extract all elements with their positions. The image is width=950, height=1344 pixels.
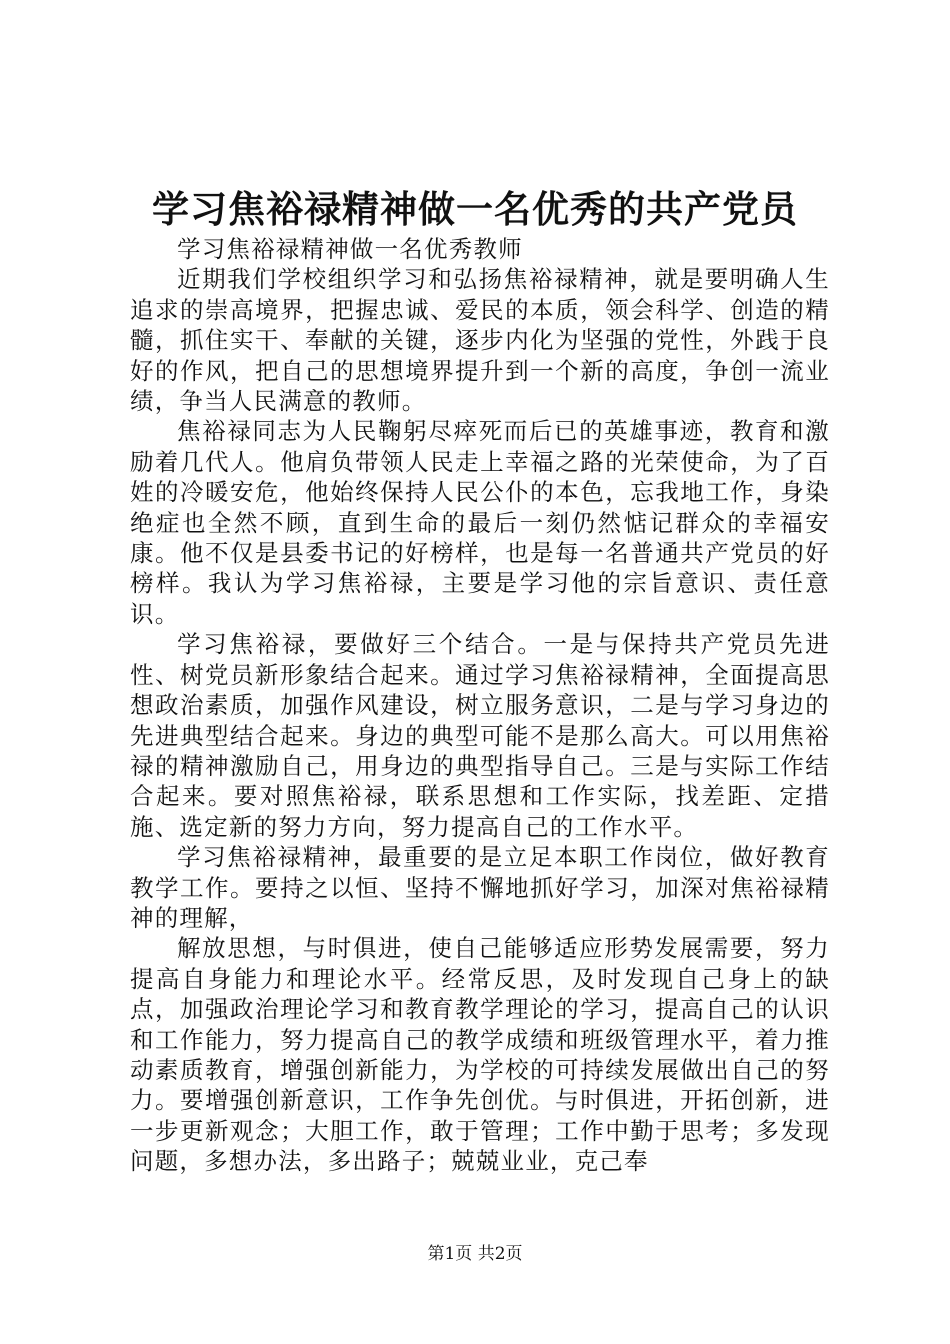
paragraph-subtitle: 学习焦裕禄精神做一名优秀教师: [177, 235, 523, 263]
paragraph-3: 学习焦裕禄，要做好三个结合。一是与保持共产党员先进性、树党员新形象结合起来。通过学习焦裕禄精神，全面提高思想政治素质，加强作风建设，树立服务意识，二是与学习身边的先进典型结合起来。身边的典型可能不是那么高大。可以用焦裕禄的精神激励自己，用身边的典型指导自己。三是与实际工作结合起来。要对照焦裕禄，联系思想和工作实际，找差距、定措施、选定新的努力方向，努力提高自己的工作水平。: [130, 630, 830, 841]
paragraph-1: 近期我们学校组织学习和弘扬焦裕禄精神，就是要明确人生追求的崇高境界，把握忠诚、爱民的本质，领会科学、创造的精髓，抓住实干、奉献的关键，逐步内化为坚强的党性，外践于良好的作风，把自己的思想境界提升到一个新的高度，争创一流业绩，争当人民满意的教师。: [130, 265, 830, 416]
page-footer: 第1页 共2页: [427, 1244, 523, 1264]
document-body: [130, 234, 830, 1177]
paragraph-5: 解放思想，与时俱进，使自己能够适应形势发展需要，努力提高自身能力和理论水平。经常反思，及时发现自己身上的缺点，加强政治理论学习和教育教学理论的学习，提高自己的认识和工作能力，努力提高自己的教学成绩和班级管理水平，着力推动素质教育，增强创新能力，为学校的可持续发展做出自己的努力。要增强创新意识，工作争先创优。与时俱进，开拓创新，进一步更新观念；大胆工作，敢于管理；工作中勤于思考；多发现问题，多想办法，多出路子；兢兢业业，克己奉: [130, 934, 830, 1176]
paragraph-2: 焦裕禄同志为人民鞠躬尽瘁死而后已的英雄事迹，教育和激励着几代人。他肩负带领人民走上幸福之路的光荣使命，为了百姓的冷暖安危，他始终保持人民公仆的本色，忘我地工作，身染绝症也全然不顾，直到生命的最后一刻仍然惦记群众的幸福安康。他不仅是县委书记的好榜样，也是每一名普通共产党员的好榜样。我认为学习焦裕禄，主要是学习他的宗旨意识、责任意识。: [130, 417, 830, 628]
paragraph-4: 学习焦裕禄精神，最重要的是立足本职工作岗位，做好教育教学工作。要持之以恒、坚持不懈地抓好学习，加深对焦裕禄精神的理解，: [130, 843, 830, 932]
document-title: 学习焦裕禄精神做一名优秀的共产党员: [152, 187, 798, 231]
